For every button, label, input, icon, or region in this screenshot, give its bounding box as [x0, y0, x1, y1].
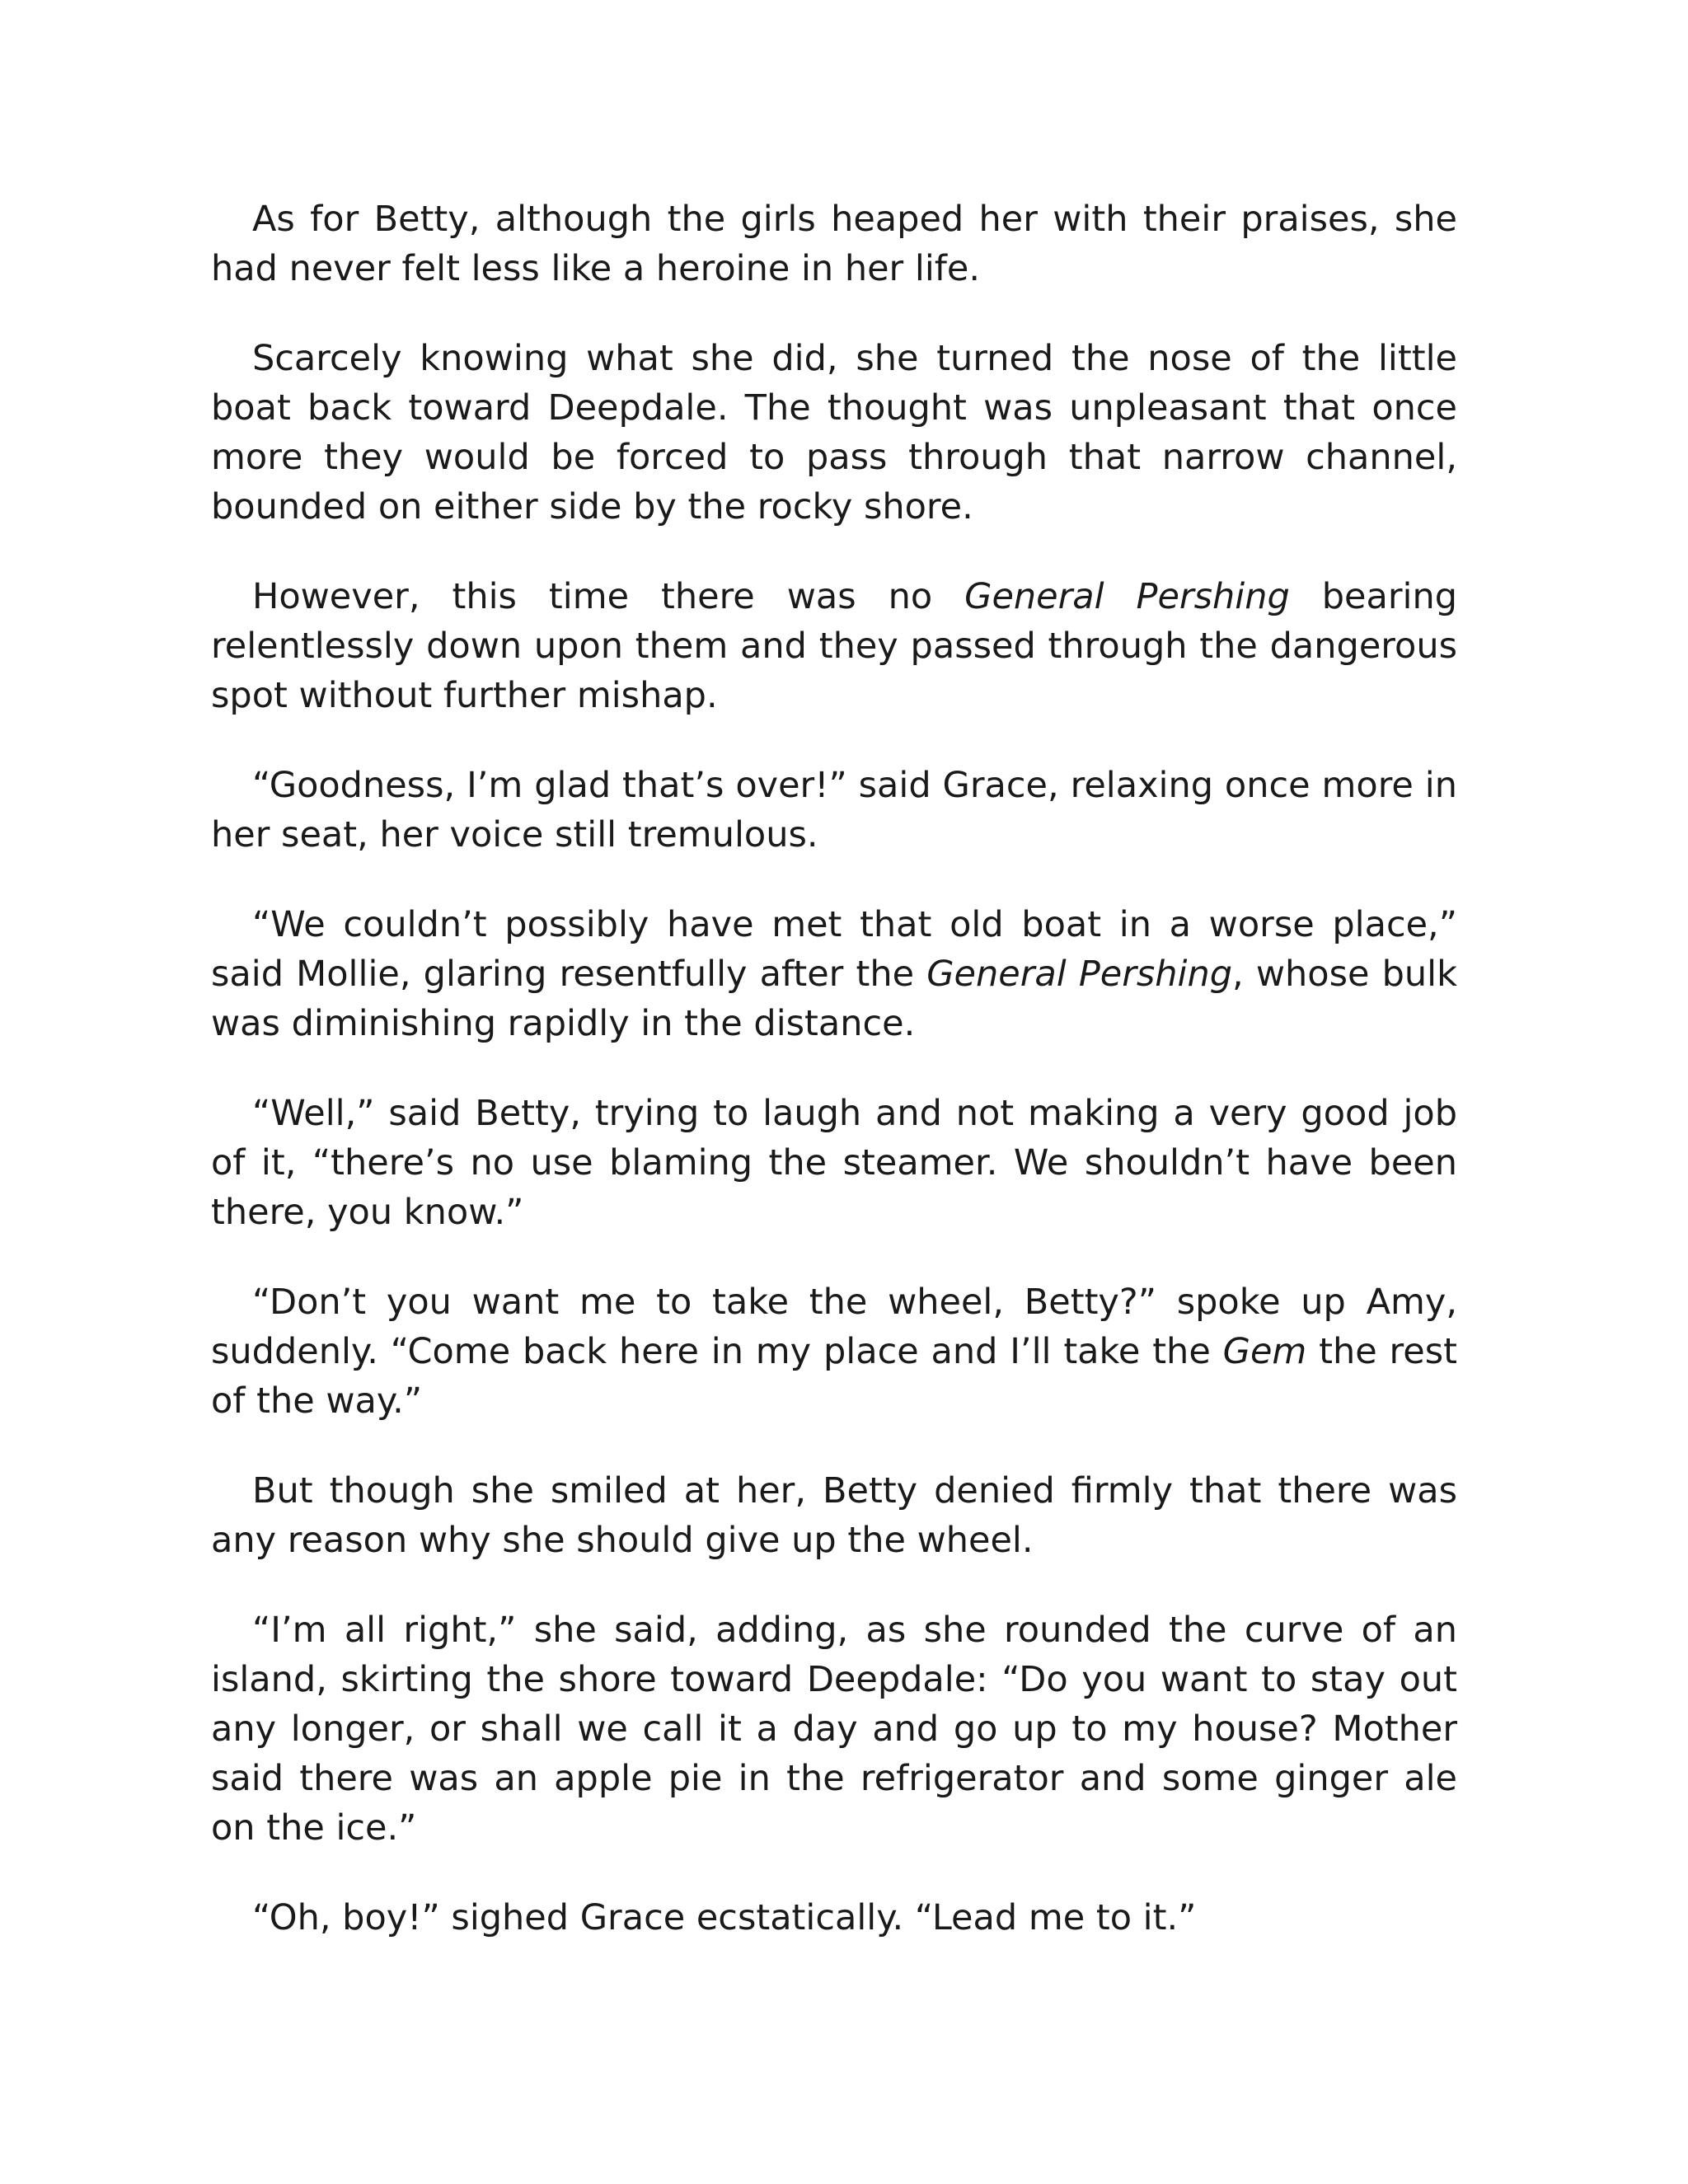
paragraph-text: But though she smiled at her, Betty denied firmly that there was any reason why she should give up the wheel. [211, 1470, 1457, 1561]
ship-name: General Pershing [964, 576, 1290, 617]
paragraph [211, 1893, 1457, 1943]
paragraph-text: “Don’t you want me to take the wheel, Betty?” spoke up Amy, suddenly. “Come back here in my place and I’ll take the [211, 1282, 1457, 1372]
paragraph-text: However, this time there was no [252, 576, 965, 617]
paragraph [211, 572, 1457, 720]
paragraph [211, 1089, 1457, 1237]
paragraph [211, 1466, 1457, 1565]
paragraph-text: bearing relentlessly down upon them and they passed through the dangerous spot without further mishap. [211, 576, 1457, 716]
paragraph-text: “Well,” said Betty, trying to laugh and not making a very good job of it, “there’s no use blaming the steamer. We shouldn’t have been there, you know.” [211, 1093, 1457, 1233]
paragraph-text: “I’m all right,” she said, adding, as she rounded the curve of an island, skirting the shore toward Deepdale: “Do you want to stay out any longer, or shall we call it a day and go up to my house? Mother said there was an apple pie in the refrigerator and some ginger ale on the ice.” [211, 1610, 1457, 1849]
paragraph [211, 1277, 1457, 1426]
boat-name: Gem [1222, 1331, 1307, 1372]
paragraph [211, 761, 1457, 860]
paragraph-text: Scarcely knowing what she did, she turned the nose of the little boat back toward Deepdale. The thought was unpleasant that once more they would be forced to pass through that narrow channel, bounded on either side by the rocky shore. [211, 338, 1457, 527]
ship-name: General Pershing [926, 954, 1233, 995]
paragraph-text: , whose bulk was diminishing rapidly in the distance. [211, 954, 1457, 1044]
paragraph [211, 900, 1457, 1048]
paragraph [211, 1605, 1457, 1853]
paragraph [211, 194, 1457, 293]
body-text [211, 194, 1457, 1983]
paragraph-text: As for Betty, although the girls heaped her with their praises, she had never felt less like a heroine in her life. [211, 199, 1457, 289]
paragraph-text: “Goodness, I’m glad that’s over!” said Grace, relaxing once more in her seat, her voice still tremulous. [211, 765, 1457, 855]
paragraph-text: “Oh, boy!” sighed Grace ecstatically. “Lead me to it.” [252, 1897, 1197, 1938]
paragraph [211, 334, 1457, 532]
paragraph-text: “We couldn’t possibly have met that old boat in a worse place,” said Mollie, glaring resentfully after the [211, 904, 1457, 995]
paragraph-text: the rest of the way.” [211, 1331, 1457, 1422]
